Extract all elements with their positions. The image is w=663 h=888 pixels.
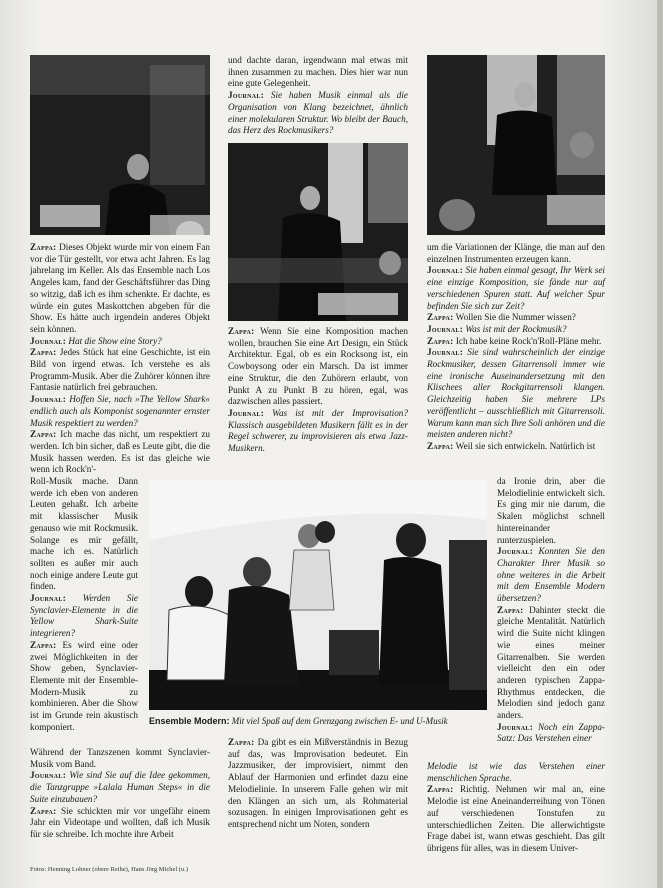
answer-text: Wenn Sie eine Komposition machen wollen, brauchen Sie eine Art Design, ein Stück Architektur. Egal, ob es ein Rocksong ist, ein Cowboysong oder ein Marsch. Da ist immer eine Struktur, die den Zuhörern erlaubt, von Punkt A zu Punkt B zu hören, egal, was dazwischen alles passiert. (228, 326, 408, 407)
photo-ensemble-modern (149, 480, 487, 710)
question-text: Was ist mit der Improvisation? Klassisch ausgebildeten Musikern fällt es in der Regel schwerer, zu improvisieren als etwa Jazz-Musikern. (228, 407, 408, 454)
speaker-label: Zappa: (228, 737, 255, 747)
speaker-label: Journal: (228, 407, 265, 418)
question-text: Sie haben einmal gesagt, Ihr Werk sei eine einzige Komposition, sie fände nur auf verschiedenen Spuren statt. Auf welcher Spur befinden Sie sich zur Zeit? (427, 265, 605, 311)
column-1-top (30, 242, 210, 476)
paragraph (30, 593, 138, 640)
column-3-top (427, 242, 605, 453)
paragraph (30, 640, 138, 734)
speaker-label: Zappa: (30, 805, 57, 816)
caption-text: Mit viel Spaß auf dem Grenzgang zwischen E- und U-Musik (229, 716, 448, 726)
answer-text: Sie schickten mir vor ungefähr einem Jahr ein Videotape und wollten, daß ich Musik für sie schreibe. Ich mochte ihre Arbeit (30, 805, 210, 839)
speaker-label: Zappa: (497, 604, 524, 615)
caption-label: Ensemble Modern: (149, 716, 230, 726)
column-2-top (228, 55, 408, 137)
question-text: Werden Sie Synclavier-Elemente in die Yellow Shark-Suite integrieren? (30, 593, 138, 639)
column-2-middle (228, 326, 408, 455)
speaker-label: Journal: (30, 335, 67, 346)
speaker-label: Journal: (30, 770, 67, 781)
photo-zappa-conducting-left (30, 55, 210, 235)
paragraph (30, 336, 210, 348)
speaker-label: Journal: (497, 546, 534, 557)
answer-text: Ich habe keine Rock'n'Roll-Pläne mehr. (453, 335, 602, 346)
speaker-label: Journal: (497, 721, 534, 732)
paragraph (228, 408, 408, 455)
photo-zappa-laughing-right (427, 55, 605, 235)
question-text: Hoffen Sie, nach »The Yellow Shark« endlich auch als Komponist sogenannter ernster Musik respektiert zu werden? (30, 394, 210, 428)
paragraph (30, 806, 210, 841)
question-text: Sie haben Musik einmal als die Organisation von Klang bezeichnet, ähnlich einer molekularen Struktur. Wo bleibt der Bauch, das Herz des Rockmusikers? (228, 90, 408, 136)
photo-zappa-thumbs-up (228, 143, 408, 321)
paragraph (427, 242, 605, 265)
question-text: Konnten Sie den Charakter Ihrer Musik so ohne weiteres in die Arbeit mit dem Ensemble Modern übersetzen? (497, 546, 605, 604)
answer-text: um die Variationen der Klänge, die man auf den einzelnen Instrumenten erzeugen kann. (427, 242, 605, 264)
column-1-bottom (30, 747, 210, 841)
paragraph (427, 441, 605, 453)
paragraph (427, 324, 605, 336)
paragraph (427, 265, 605, 312)
answer-text: Weil sie sich entwickeln. Natürlich ist (453, 440, 596, 451)
photo-caption (149, 716, 487, 727)
paragraph (427, 347, 605, 441)
paragraph (228, 90, 408, 137)
paragraph (30, 770, 210, 805)
speaker-label: Journal: (427, 323, 464, 334)
paragraph (228, 55, 408, 90)
speaker-label: Zappa: (427, 335, 454, 346)
speaker-label: Zappa: (30, 429, 57, 440)
column-1-narrow (30, 476, 138, 733)
paragraph (497, 722, 605, 745)
speaker-label: Journal: (427, 347, 464, 358)
paragraph (427, 312, 605, 324)
paragraph (427, 784, 605, 854)
answer-text: Dieses Objekt wurde mir von einem Fan vor die Tür gestellt, vor etwa acht Jahren. Es lag jahrelang im Keller. Als das Ensemble nach Los Angeles kam, fand der Geschäftsführer das Ding so witzig, daß ich es ihm schenkte. Er dachte, es würde ein gutes Maskottchen abgeben für die Show. Es hätte auch irgendein anderes Objekt sein können. (30, 242, 210, 334)
column-2-bottom (228, 737, 408, 831)
paragraph (30, 476, 138, 593)
page-edge-shadow (657, 0, 663, 888)
answer-text: Richtig. Nehmen wir mal an, eine Melodie ist eine Aneinanderreihung von Tönen auf verschiedenen Tonstufen zu unterschiedlichen Zeiten. Die allerwichtigste Frage dabei ist, wann etwas geschieht. Das gilt übrigens für alles, was in diesem Univer- (427, 784, 605, 853)
question-text: Hat die Show eine Story? (66, 335, 162, 346)
speaker-label: Zappa: (30, 242, 57, 252)
paragraph (30, 747, 210, 770)
speaker-label: Zappa: (228, 326, 255, 336)
speaker-label: Zappa: (30, 639, 57, 650)
paragraph (30, 347, 210, 394)
answer-text: Roll-Musik mache. Dann werde ich eben von anderen Leuten gehaßt. Ich arbeite mit klassischer Musik genauso wie mit Rockmusik. Solange es mir gefällt, mache ich es. Natürlich sollten es außer mir auch noch einige andere Leute gut finden. (30, 476, 138, 592)
paragraph (427, 761, 605, 784)
question-text: Wie sind Sie auf die Idee gekommen, die Tanzgruppe »Lalala Human Steps« in die Suite einzubauen? (30, 770, 210, 804)
paragraph (497, 546, 605, 605)
paragraph (30, 394, 210, 429)
answer-text: da Ironie drin, aber die Melodielinie entwickelt sich. Es ging mir nie darum, die Skalen möglichst schnell hintereinander runterzuspielen. (497, 476, 605, 545)
answer-text: Dahinter steckt die gleiche Mentalität. Natürlich wird die Suite nicht klingen wie eines meiner Gitarrenalben. Sie werden vielleicht den ein oder anderen typischen Zappa-Rhythmus entdecken, die Melodien sind jedoch ganz anders. (497, 604, 605, 721)
paragraph (228, 326, 408, 408)
answer-text: Es wird eine oder zwei Möglichkeiten in der Show geben, Synclavier-Elemente mit der Ensemble-Modern-Musik zu kombinieren. Aber die Show ist im Grunde rein akustisch komponiert. (30, 639, 138, 732)
answer-text: Ich mache das nicht, um respektiert zu werden. Ich bin sicher, daß es Leute gibt, die die Musik hassen werden. Es ist das gleiche wie wenn ich Rock'n'- (30, 429, 210, 475)
column-3-bottom (427, 761, 605, 855)
speaker-label: Journal: (228, 90, 265, 101)
question-text: Was ist mit der Rockmusik? (463, 323, 567, 334)
column-3-narrow (497, 476, 605, 745)
question-text: Melodie ist wie das Verstehen einer menschlichen Sprache. (427, 761, 605, 783)
speaker-label: Journal: (427, 265, 464, 276)
paragraph (30, 242, 210, 336)
paragraph (427, 336, 605, 348)
answer-text: Während der Tanzszenen kommt Synclavier-Musik vom Band. (30, 747, 210, 769)
answer-text: Jedes Stück hat eine Geschichte, ist ein Bild von irgend etwas. Ich verstehe es als Programm-Musik. Aber die Zuhörer können ihre Fantasie natürlich frei gebrauchen. (30, 347, 210, 393)
photo-credit: Fotos: Henning Lohner (obere Reihe), Hans Jörg Michel (u.) (30, 866, 189, 873)
question-text: Noch ein Zappa-Satz: Das Verstehen einer (497, 721, 605, 744)
speaker-label: Zappa: (427, 440, 454, 451)
answer-text: Wollen Sie die Nummer wissen? (453, 312, 576, 323)
paragraph (228, 737, 408, 831)
speaker-label: Zappa: (427, 312, 454, 323)
paragraph (497, 605, 605, 722)
question-text: Sie sind wahrscheinlich der einzige Rockmusiker, dessen Gitarrensoli immer wie eine ironische Auseinandersetzung mit den Klischees aller Rockgitarrensoli klangen. Gleichzeitig haben Sie mehrere LPs veröffentlicht – ausschließlich mit Gitarrensoli. Warum kann man sich Ihre Soli anhören und die meisten anderen nicht? (427, 347, 605, 440)
speaker-label: Zappa: (427, 784, 454, 795)
speaker-label: Zappa: (30, 347, 57, 358)
answer-text: und dachte daran, irgendwann mal etwas mit ihnen zusammen zu machen. Dies hier war nun eine gute Gelegenheit. (228, 55, 408, 89)
paragraph (497, 476, 605, 546)
speaker-label: Journal: (30, 593, 67, 604)
paragraph (30, 429, 210, 476)
answer-text: Da gibt es ein Mißverständnis in Bezug auf das, was Improvisation bedeutet. Ein Jazzmusiker, der improvisiert, nimmt den Ablauf der Harmonien und erfindet dazu eine Melodielinie. In unserem Falle gehen wir mit den Klängen an sich um, als Rohmaterial sozusagen. In einigen Improvisationen geht es entsprechend nicht um Noten, sondern (228, 737, 408, 829)
speaker-label: Journal: (30, 394, 67, 405)
